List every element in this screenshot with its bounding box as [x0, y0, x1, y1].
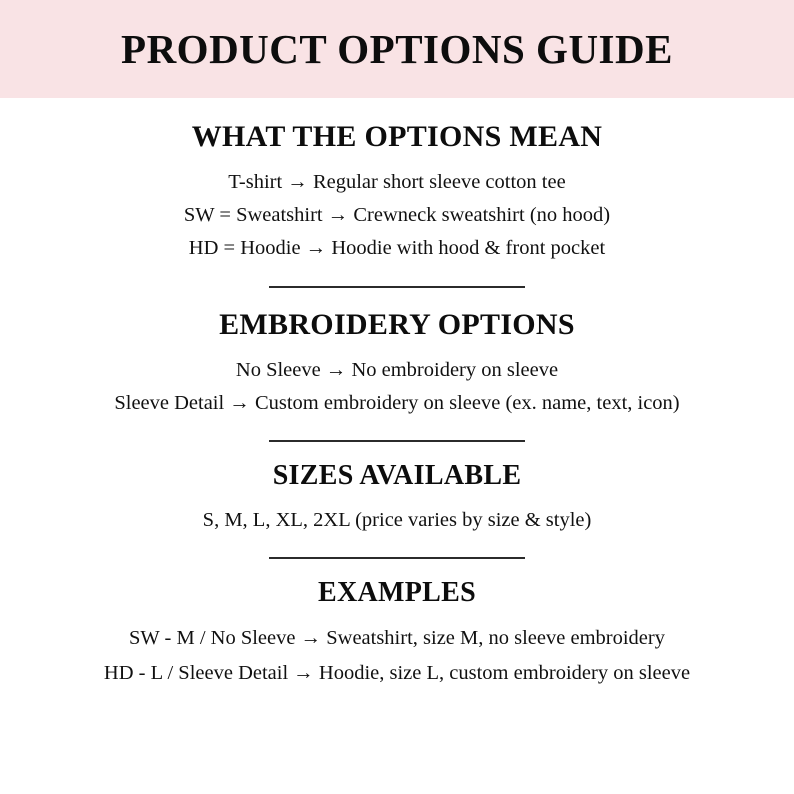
- section-title-examples: EXAMPLES: [318, 577, 476, 609]
- section-embroidery-options: [0, 308, 794, 420]
- section-divider-2: [269, 440, 525, 442]
- section-divider-1: [269, 286, 525, 288]
- section-sizes-available: [0, 460, 794, 537]
- embroidery-line-no-sleeve: No Sleeve → No embroidery on sleeve: [235, 358, 559, 381]
- section-divider-3: [269, 557, 525, 559]
- section-title-sizes: SIZES AVAILABLE: [272, 460, 522, 492]
- section-examples: [0, 577, 794, 690]
- page-title: PRODUCT OPTIONS GUIDE: [121, 25, 673, 72]
- example-line-hoodie: HD - L / Sleeve Detail → Hoodie, size L, custom embroidery on sleeve: [103, 661, 691, 684]
- section-title-embroidery: EMBROIDERY OPTIONS: [219, 307, 575, 341]
- section-what-the-options-mean: [0, 120, 794, 266]
- option-line-hoodie: HD = Hoodie → Hoodie with hood & front pocket: [188, 237, 606, 260]
- header-banner: [0, 0, 794, 98]
- example-line-sweatshirt: SW - M / No Sleeve → Sweatshirt, size M, no sleeve embroidery: [129, 627, 665, 650]
- section-title-options-mean: WHAT THE OPTIONS MEAN: [191, 120, 603, 153]
- option-line-tshirt: T-shirt → Regular short sleeve cotton tee: [228, 171, 566, 193]
- sizes-line: S, M, L, XL, 2XL (price varies by size & style): [202, 509, 592, 532]
- option-line-sweatshirt: SW = Sweatshirt → Crewneck sweatshirt (no hood): [183, 204, 611, 227]
- guide-content: [0, 98, 794, 690]
- embroidery-line-sleeve-detail: Sleeve Detail → Custom embroidery on sleeve (ex. name, text, icon): [114, 391, 680, 414]
